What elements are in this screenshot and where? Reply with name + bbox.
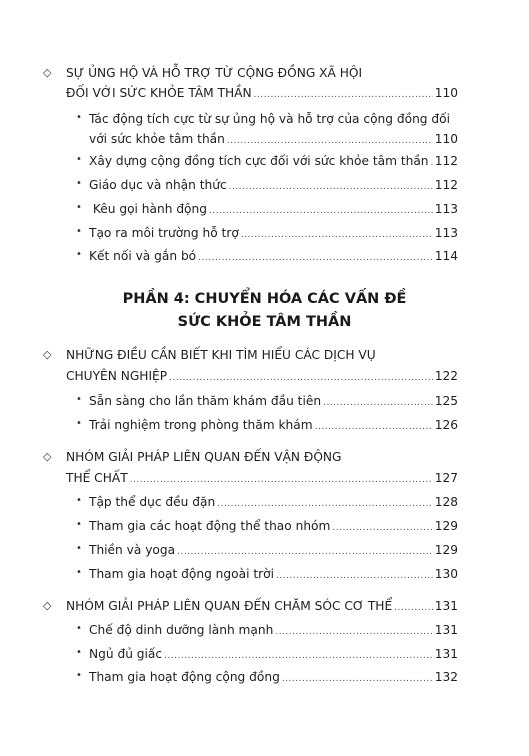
dot-leader xyxy=(431,158,433,168)
dot-leader xyxy=(164,651,433,661)
toc-entry-cont[interactable]: với sức khỏe tâm thần ..... 110 xyxy=(89,132,458,152)
bullet-dot-icon: • xyxy=(76,226,82,237)
bullet-dot-icon: • xyxy=(76,202,82,213)
bullet-dot-icon: • xyxy=(76,670,82,681)
bullet-dot-icon: • xyxy=(76,154,82,165)
toc-section-heading[interactable]: ◇ NHÓM GIẢI PHÁP LIÊN QUAN ĐẾN CHĂM SÓC CƠ THỂ ..... 131 xyxy=(66,599,458,619)
dot-leader xyxy=(177,547,433,557)
diamond-outline-icon: ◇ xyxy=(43,66,52,79)
toc-section-heading[interactable]: ◇ NHÓM GIẢI PHÁP LIÊN QUAN ĐẾN VẬN ĐỘNG xyxy=(43,450,342,464)
bullet-dot-icon: • xyxy=(76,418,82,429)
dot-leader xyxy=(209,206,433,216)
toc-entry[interactable]: • Thiền và yoga ..... 129 xyxy=(89,543,458,563)
part-title-cont: SỨC KHỎE TÂM THẦN xyxy=(177,314,352,330)
diamond-outline-icon: ◇ xyxy=(43,450,52,463)
toc-entry[interactable]: • Tham gia các hoạt động thể thao nhóm ..... 129 xyxy=(89,519,458,539)
bullet-dot-icon: • xyxy=(76,394,82,405)
toc-entry[interactable]: • Tạo ra môi trường hỗ trợ ..... 113 xyxy=(89,226,458,246)
dot-leader xyxy=(276,571,433,581)
dot-leader xyxy=(227,136,433,146)
bullet-dot-icon: • xyxy=(76,178,82,189)
dot-leader xyxy=(229,182,433,192)
bullet-dot-icon: • xyxy=(76,112,82,123)
dot-leader xyxy=(332,523,432,533)
dot-leader xyxy=(323,398,433,408)
toc-section-heading[interactable]: ◇ SỰ ỦNG HỘ VÀ HỖ TRỢ TỪ CỘNG ĐỒNG XÃ HỘI xyxy=(43,66,363,80)
dot-leader xyxy=(275,627,432,637)
dot-leader xyxy=(217,499,433,509)
dot-leader xyxy=(254,90,433,100)
dot-leader xyxy=(282,674,433,684)
bullet-dot-icon: • xyxy=(76,543,82,554)
dot-leader xyxy=(315,422,433,432)
toc-section-heading[interactable]: ◇ NHỮNG ĐIỀU CẦN BIẾT KHI TÌM HIỂU CÁC DỊCH VỤ xyxy=(43,348,376,362)
part-title: PHẦN 4: CHUYỂN HÓA CÁC VẤN ĐỀ xyxy=(122,291,407,307)
bullet-dot-icon: • xyxy=(76,519,82,530)
toc-entry[interactable]: • Tham gia hoạt động ngoài trời ..... 130 xyxy=(89,567,458,587)
toc-entry[interactable]: • Chế độ dinh dưỡng lành mạnh ..... 131 xyxy=(89,623,458,643)
toc-section-heading-cont[interactable]: THỂ CHẤT ..... 127 xyxy=(66,471,458,491)
toc-section-heading-cont[interactable]: ĐỐI VỚI SỨC KHỎE TÂM THẦN ..... 110 xyxy=(66,86,458,106)
toc-entry[interactable]: • Ngủ đủ giấc ..... 131 xyxy=(89,647,458,667)
dot-leader xyxy=(394,603,433,613)
dot-leader xyxy=(169,373,433,383)
bullet-dot-icon: • xyxy=(76,567,82,578)
diamond-outline-icon: ◇ xyxy=(43,599,52,612)
bullet-dot-icon: • xyxy=(76,495,82,506)
bullet-dot-icon: • xyxy=(76,623,82,634)
toc-section-heading-cont[interactable]: CHUYÊN NGHIỆP ..... 122 xyxy=(66,369,458,389)
toc-entry[interactable]: • Sẵn sàng cho lần thăm khám đầu tiên ..... 125 xyxy=(89,394,458,414)
toc-entry[interactable]: • Tham gia hoạt động cộng đồng ..... 132 xyxy=(89,670,458,690)
toc-entry[interactable]: • Tập thể dục đều đặn ..... 128 xyxy=(89,495,458,515)
diamond-outline-icon: ◇ xyxy=(43,348,52,361)
toc-entry[interactable]: • Kêu gọi hành động ..... 113 xyxy=(89,202,458,222)
toc-entry[interactable]: • Trải nghiệm trong phòng thăm khám ..... 126 xyxy=(89,418,458,438)
toc-entry[interactable]: • Tác động tích cực từ sự ủng hộ và hỗ trợ của cộng đồng đối xyxy=(76,112,450,126)
toc-entry[interactable]: • Xây dựng cộng đồng tích cực đối với sức khỏe tâm thần ..... 112 xyxy=(89,154,458,174)
bullet-dot-icon: • xyxy=(76,249,82,260)
toc-entry[interactable]: • Giáo dục và nhận thức ..... 112 xyxy=(89,178,458,198)
dot-leader xyxy=(241,230,433,240)
bullet-dot-icon: • xyxy=(76,647,82,658)
dot-leader xyxy=(130,475,433,485)
toc-entry[interactable]: • Kết nối và gắn bó ..... 114 xyxy=(89,249,458,269)
dot-leader xyxy=(198,253,433,263)
